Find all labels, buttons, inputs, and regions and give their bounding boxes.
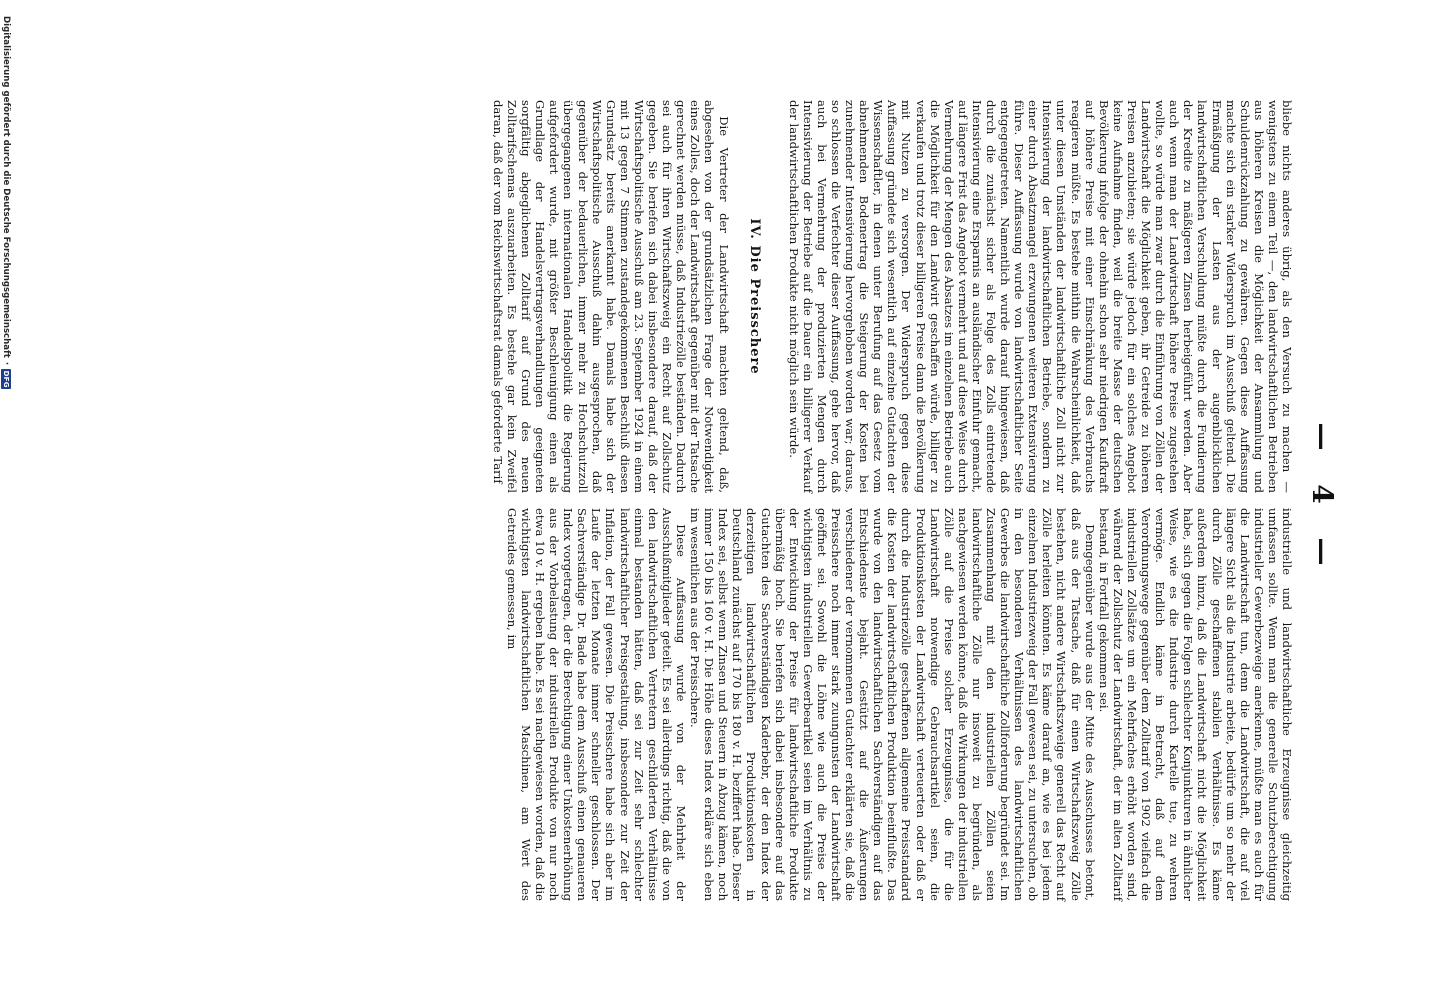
left-column: [491, 100, 1294, 493]
credit-text: Digitalisierung gefördert durch die Deutsche Forschungsgemeinschaft: [1, 16, 11, 358]
dfg-logo-icon: DFG: [2, 370, 10, 388]
right-column: [505, 508, 1294, 901]
page-number: — 4 —: [1306, 422, 1339, 578]
paragraph: bliebe nichts anderes übrig, als den Versuch zu machen — wenigstens zu einem Teil —, den landwirtschaftlichen Betrieben aus höheren Kreisen die Möglichkeit der Ansammlung und Schuldenrückzahlung zu gewähren. Gegen diese Auffassung machte sich ein starker Widerspruch im Ausschuß geltend. Die Ermäßigung der Lasten aus der augenblicklichen landwirtschaftlichen Verschuldung müßte durch die Fundierung der Kredite zu mäßigeren Zinsen herbeigeführt werden. Aber auch wenn man der Landwirtschaft höhere Preise zugestehen wollte, so würde man zwar durch die Einführung von Zöllen der Landwirtschaft die Möglichkeit geben, ihr Getreide zu höheren Preisen anzubieten; sie würde jedoch für ein solches Angebot keine Aufnahme finden, weil die breite Masse der deutschen Bevölkerung infolge der ohnehin schon sehr niedrigen Kaufkraft auf höhere Preise mit einer Einschränkung des Verbrauchs reagieren müßte. Es bestehe mithin die Wahrscheinlichkeit, daß unter diesen Umständen der landwirtschaftliche Zoll nicht zur Intensivierung der landwirtschaftlichen Betriebe, sondern zu einer durch Absatzmangel erzwungenen weiteren Extensivierung führe. Dieser Auffassung wurde von landwirtschaftlicher Seite entgegengetreten. Namentlich wurde darauf hingewiesen, daß durch die zunächst sicher als Folge des Zolls eintretende Intensivierung eine Ersparnis an ausländischer Einfuhr gemacht, auf längere Frist das Angebot vermehrt und auf diese Weise durch Vermehrung der Mengen des Absatzes im einzelnen Betriebe auch die Möglichkeit für den Landwirt geschaffen würde, billiger zu verkaufen und trotz dieser billigeren Preise dann die Bevölkerung mit Nutzen zu versorgen. Der Widerspruch gegen diese Auffassung gründete sich wesentlich auf einzelne Gutachten der Wissenschaftler, in denen unter Berufung auf das Gesetz vom abnehmenden Bodenertrag die Steigerung der Kosten bei zunehmender Intensivierung hervorgehoben worden war; daraus, so schlossen die Verfechter dieser Auffassung, gehe hervor, daß auch bei Vermehrung der produzierten Mengen durch Intensivierung der Betriebe auf die Dauer ein billigerer Verkauf der landwirtschaftlichen Produkte nicht möglich sein würde.: [786, 100, 1294, 493]
paragraph: industrielle und landwirtschaftliche Erzeugnisse gleichzeitig umfassen sollte. Wenn man die generelle Schutzberechtigung industrieller Gewerbezweige anerkenne, müßte man es auch für die Landwirtschaft tun, denn die Landwirtschaft, die auf viel längere Sicht als die Industrie arbeite, bedürfe um so mehr der durch Zölle geschaffenen stabilen Verhältnisse. Es käme außerdem hinzu, daß die Landwirtschaft nicht die Möglichkeit habe, sich gegen die Folgen schlechter Konjunkturen in ähnlicher Weise, wie es die Industrie durch Kartelle tue, zu wehren vermöge. Endlich käme in Betracht, daß auf dem Verordnungswege gegenüber dem Zolltarif von 1902 vielfach die industriellen Zollsätze um ein Mehrfaches erhöht worden sind, während der Zollschutz der Landwirtschaft, der im alten Zolltarif bestand, in Fortfall gekommen sei.: [1096, 508, 1294, 901]
paragraph: Diese Auffassung wurde von der Mehrheit der Ausschußmitglieder geteilt. Es sei allerdings richtig, daß die von den landwirtschaftlichen Vertretern geschilderten Verhältnisse einmal bestanden hätten, daß sei zur Zeit sehr schlechter landwirtschaftlicher Preisgestaltung, insbesondere zur Zeit der Inflation, der Fall gewesen. Die Preisschere habe sich aber im Laufe der letzten Monate immer schneller geschlossen. Der Sachverständige Dr. Bade habe dem Ausschuß einen genaueren Index vorgetragen, der die Berechtigung einer Unkostenerhöhung aus der Vorbelastung der industriellen Produkte von nur noch etwa 10 v. H. ergeben habe. Es sei nachgewiesen worden, daß die wichtigsten landwirtschaftlichen Maschinen, am Wert des Getreides gemessen, im: [504, 508, 688, 901]
paragraph: Demgegenüber wurde aus der Mitte des Ausschusses betont, daß aus der Tatsache, daß für einen Wirtschaftszweig Zölle bestehen, nicht andere Wirtschaftszweige generell das Recht auf Zölle herleiten könnten. Es käme darauf an, wie es bei jedem einzelnen Industriezweig der Fall gewesen sei, zu untersuchen, ob in den besonderen Verhältnissen des landwirtschaftlichen Gewerbes die landwirtschaftliche Zollforderung begründet sei. Im Zusammenhang mit den industriellen Zöllen seien landwirtschaftliche Zölle nur insoweit zu begründen, als nachgewiesen werden könne, daß die Wirkungen der industriellen Zölle auf die Preise solcher Erzeugnisse, die für die Landwirtschaft notwendige Gebrauchsartikel seien, die Produktionskosten der Landwirtschaft verteuerten oder daß er durch die Industriezölle geschaffenen allgemeine Preisstandard die Kosten der landwirtschaftlichen Produktion beeinflußte. Das wurde von den landwirtschaftlichen Sachverständigen auf das Entschiedenste bejaht. Gestützt auf die Äußerungen verschiedener der vernommenen Gutachter erklärten sie, daß die Preisschere noch immer stark zuungunsten der Landwirtschaft geöffnet sei. Sowohl die Löhne wie auch die Preise der wichtigsten industriellen Gewerbeartikel seien im Verhältnis zu der Entwicklung der Preise für landwirtschaftliche Produkte übermäßig hoch. Sie beriefen sich dabei insbesondere auf das Gutachten des Sachverständigen Kaderbebr, der den Index der derzeitigen landwirtschaftlichen Produktionskosten in Deutschland zunächst auf 170 bis 180 v. H. beziffert habe. Dieser Index sei, selbst wenn Zinsen und Steuern in Abzug kämen, noch immer 150 bis 160 v. H. Die Höhe dieses Index erkläre sich eben im wesentlichen aus der Preisschere.: [688, 508, 1097, 901]
digitization-credit: Digitalisierung gefördert durch die Deutsche Forschungsgemeinschaft · DFG: [1, 16, 11, 388]
paragraph: Die Vertreter der Landwirtschaft machten geltend, daß, abgesehen von der grundsätzlichen Frage der Notwendigkeit eines Zolles, doch der Landwirtschaft gegenüber mit der Tatsache gerechnet werden müsse, daß Industriezölle beständen. Dadurch sei auch für ihren Wirtschaftszweig ein Recht auf Zollschutz gegeben. Sie beriefen sich dabei insbesondere darauf, daß der Wirtschaftspolitische Ausschuß am 23. September 1924 in einem mit 13 gegen 7 Stimmen zustandegekommenen Beschluß diesen Grundsatz bereits anerkannt habe. Damals habe sich der Wirtschaftspolitische Ausschuß dahin ausgesprochen, daß gegenüber der bedauerlichen, immer mehr zu Hochschutzzoll übergegangenen internationalen Handelspolitik die Regierung aufgefordert wurde, mit größter Beschleunigung einen als Grundlage der Handelsvertragsverhandlungen geeigneten sorgfältig abgeglichenen Zolltarif auf Grund des neuen Zolltarifschemas auszuarbeiten. Es bestehe gar kein Zweifel daran, daß der vom Reichswirtschaftsrat damals geforderte Tarif: [491, 100, 731, 493]
section-heading: IV. Die Preisschere: [746, 218, 762, 375]
